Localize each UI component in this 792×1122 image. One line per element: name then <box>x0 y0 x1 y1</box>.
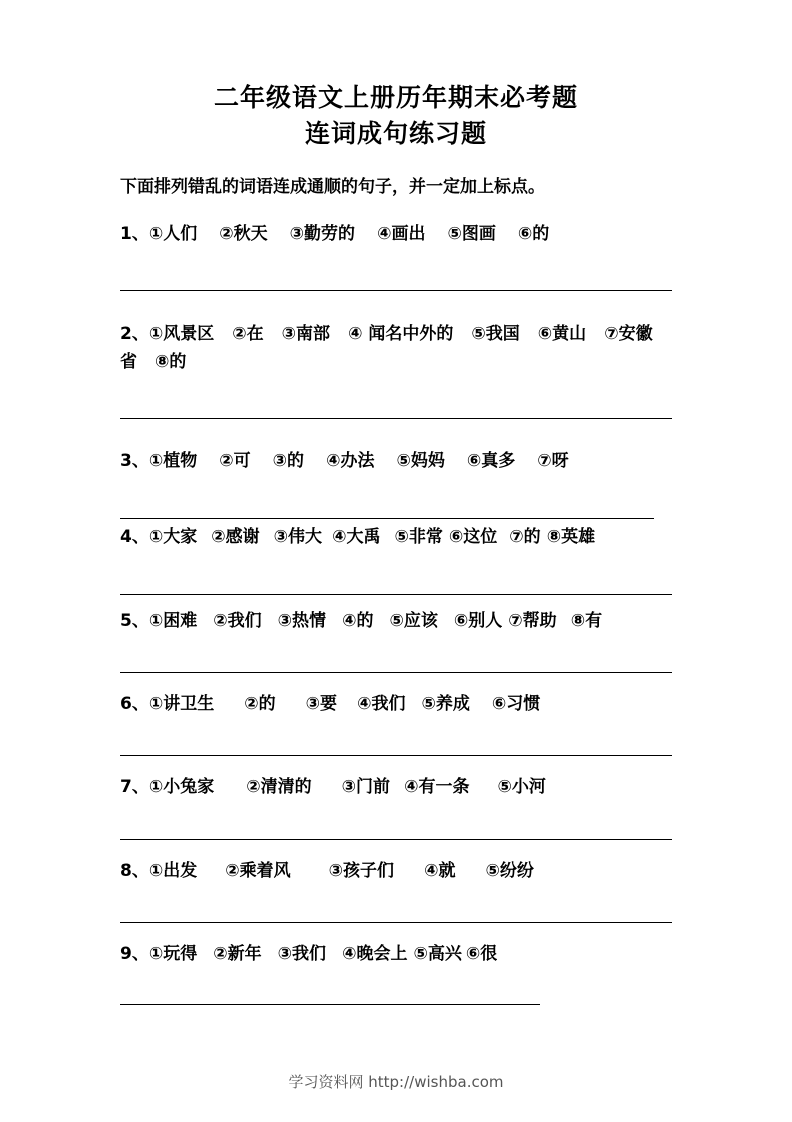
word: ③我们 <box>277 944 327 964</box>
answer-line[interactable] <box>120 839 672 840</box>
page-title: 二年级语文上册历年期末必考题 <box>213 83 578 112</box>
question-9 <box>120 940 497 968</box>
word: ⑦帮助 <box>508 611 557 631</box>
word: ①讲卫生 <box>148 694 215 714</box>
word: ①风景区 <box>148 324 215 344</box>
word: ②可 <box>219 451 251 471</box>
word: ⑥很 <box>465 944 498 964</box>
word: ③要 <box>305 694 338 714</box>
word: ④有一条 <box>404 777 470 797</box>
word: ②的 <box>244 694 276 714</box>
word: ⑤纷纷 <box>485 861 534 881</box>
word: ③门前 <box>341 777 391 797</box>
word: ③南部 <box>281 324 331 344</box>
word: ⑤图画 <box>447 224 496 244</box>
instruction: 下面排列错乱的词语连成通顺的句子，并一定加上标点。 <box>120 177 545 197</box>
word: ④的 <box>342 611 374 631</box>
word: ⑧有 <box>570 611 603 631</box>
word: ①困难 <box>148 611 198 631</box>
word: ③孩子们 <box>328 861 395 881</box>
question-8 <box>120 857 534 885</box>
word: ④就 <box>424 861 456 881</box>
question-7 <box>120 773 546 801</box>
word: ①出发 <box>148 861 198 881</box>
word: ④画出 <box>377 224 426 244</box>
word: ②在 <box>232 324 264 344</box>
word: ③的 <box>272 451 305 471</box>
answer-line[interactable] <box>120 518 654 519</box>
question-4 <box>120 523 595 551</box>
question-2 <box>120 320 680 376</box>
word: ②我们 <box>213 611 262 631</box>
question-1 <box>120 220 549 248</box>
word: ③伟大 <box>273 527 323 547</box>
word: ②感谢 <box>211 527 260 547</box>
word: ④大禹 <box>332 527 381 547</box>
answer-line[interactable] <box>120 922 672 923</box>
word: ④ 闻名中外的 <box>348 324 454 344</box>
word: ⑥真多 <box>466 451 516 471</box>
question-number: 3、 <box>120 451 149 471</box>
word: ⑤养成 <box>421 694 470 714</box>
word: ②乘着风 <box>225 861 291 881</box>
word: ①小兔家 <box>148 777 215 797</box>
question-3 <box>120 447 569 475</box>
word: ⑦安徽省 <box>120 324 653 372</box>
answer-line[interactable] <box>120 594 672 595</box>
answer-line[interactable] <box>120 1004 540 1005</box>
word: ⑥黄山 <box>537 324 587 344</box>
question-number: 4、 <box>120 527 149 547</box>
word: ⑥这位 <box>448 527 498 547</box>
answer-line[interactable] <box>120 755 672 756</box>
question-number: 8、 <box>120 861 149 881</box>
answer-line[interactable] <box>120 418 672 419</box>
word: ②秋天 <box>219 224 268 244</box>
word: ①玩得 <box>148 944 198 964</box>
question-number: 6、 <box>120 694 149 714</box>
word: ⑧的 <box>155 352 187 372</box>
question-number: 5、 <box>120 611 149 631</box>
question-number: 1、 <box>120 224 149 244</box>
page-subtitle: 连词成句练习题 <box>304 119 487 148</box>
word: ②清清的 <box>246 777 312 797</box>
word: ⑥习惯 <box>491 694 541 714</box>
question-number: 7、 <box>120 777 149 797</box>
word: ②新年 <box>213 944 262 964</box>
word: ①植物 <box>148 451 198 471</box>
word: ①人们 <box>148 224 198 244</box>
word: ⑤小河 <box>497 777 546 797</box>
word: ④我们 <box>357 694 406 714</box>
word: ③热情 <box>277 611 327 631</box>
word: ⑦呀 <box>537 451 569 471</box>
word: ⑦的 <box>509 527 541 547</box>
word: ⑤非常 <box>394 527 443 547</box>
question-number: 9、 <box>120 944 149 964</box>
word: ⑥别人 <box>453 611 503 631</box>
word: ④晚会上 <box>342 944 408 964</box>
word: ⑧英雄 <box>546 527 596 547</box>
footer-watermark: 学习资料网 http://wishba.com <box>288 1073 504 1091</box>
word: ①大家 <box>148 527 198 547</box>
word: ⑤应该 <box>389 611 438 631</box>
question-number: 2、 <box>120 324 149 344</box>
answer-line[interactable] <box>120 290 672 291</box>
question-6 <box>120 690 540 718</box>
word: ③勤劳的 <box>289 224 356 244</box>
word: ⑥的 <box>517 224 550 244</box>
answer-line[interactable] <box>120 672 672 673</box>
word: ⑤妈妈 <box>396 451 445 471</box>
word: ④办法 <box>326 451 375 471</box>
word: ⑤高兴 <box>413 944 462 964</box>
word: ⑤我国 <box>471 324 520 344</box>
question-5 <box>120 607 602 635</box>
